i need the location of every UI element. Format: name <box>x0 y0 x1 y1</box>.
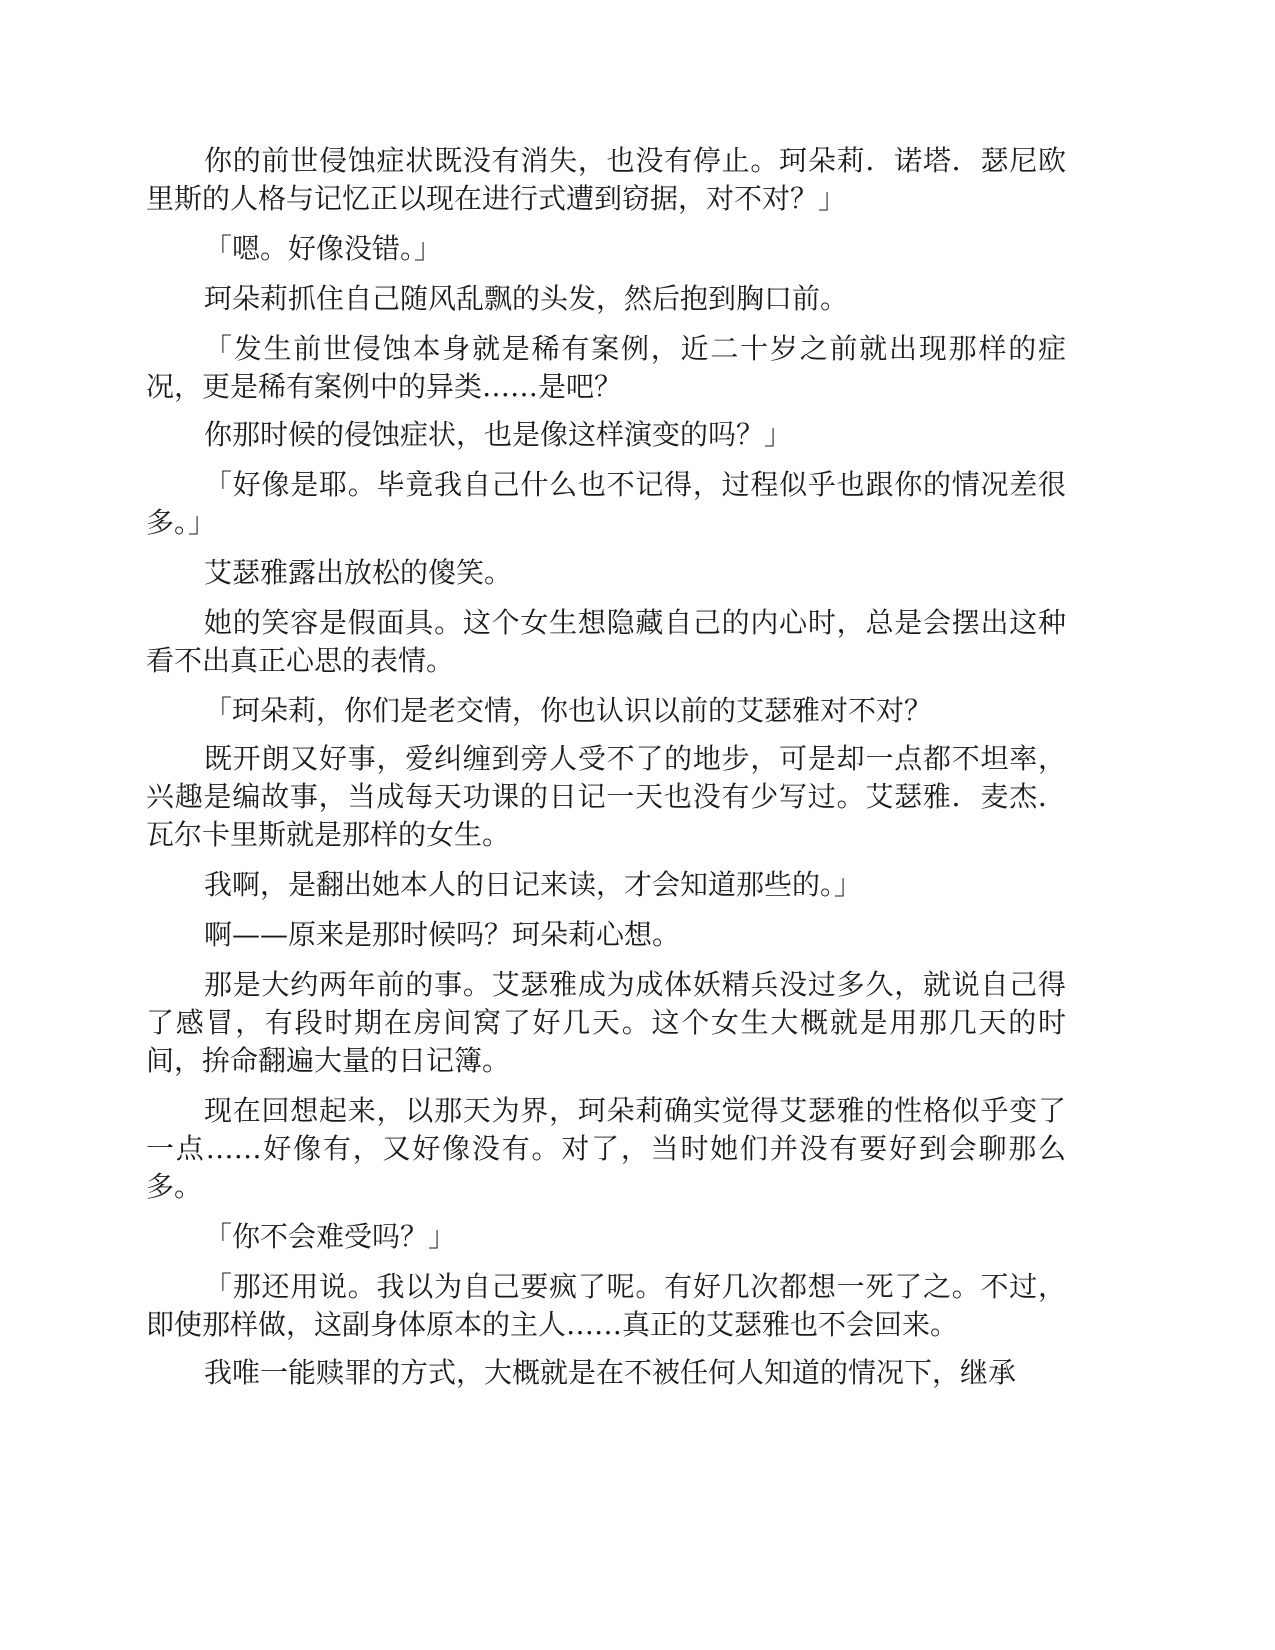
paragraph: 「你不会难受吗？」 <box>204 1220 457 1253</box>
paragraph: 珂朵莉抓住自己随风乱飘的头发，然后抱到胸口前。 <box>204 282 849 315</box>
paragraph: 既开朗又好事，爱纠缠到旁人受不了的地步，可是却一点都不坦率，兴趣是编故事，当成每天功课的日记一天也没有少写过。艾瑟雅．麦杰．瓦尔卡里斯就是那样的女生。 <box>146 742 1066 851</box>
paragraph: 你那时候的侵蚀症状，也是像这样演变的吗？」 <box>204 418 793 451</box>
paragraph: 「发生前世侵蚀本身就是稀有案例，近二十岁之前就出现那样的症况，更是稀有案例中的异类……是吧？ <box>146 332 1066 403</box>
paragraph: 她的笑容是假面具。这个女生想隐藏自己的内心时，总是会摆出这种看不出真正心思的表情。 <box>146 606 1066 677</box>
paragraph: 「嗯。好像没错。」 <box>204 232 443 265</box>
paragraph: 现在回想起来，以那天为界，珂朵莉确实觉得艾瑟雅的性格似乎变了一点……好像有，又好像没有。对了，当时她们并没有要好到会聊那么多。 <box>146 1094 1066 1203</box>
paragraph: 「那还用说。我以为自己要疯了呢。有好几次都想一死了之。不过，即使那样做，这副身体原本的主人……真正的艾瑟雅也不会回来。 <box>146 1270 1066 1341</box>
paragraph: 我啊，是翻出她本人的日记来读，才会知道那些的。」 <box>204 868 863 901</box>
paragraph: 那是大约两年前的事。艾瑟雅成为成体妖精兵没过多久，就说自己得了感冒，有段时期在房间窝了好几天。这个女生大概就是用那几天的时间，拚命翻遍大量的日记簿。 <box>146 968 1066 1077</box>
paragraph: 我唯一能赎罪的方式，大概就是在不被任何人知道的情况下，继承 <box>204 1356 1017 1389</box>
paragraph: 「好像是耶。毕竟我自己什么也不记得，过程似乎也跟你的情况差很多。」 <box>146 468 1066 539</box>
paragraph: 「珂朵莉，你们是老交情，你也认识以前的艾瑟雅对不对？ <box>204 694 933 727</box>
paragraph: 你的前世侵蚀症状既没有消失，也没有停止。珂朵莉．诺塔．瑟尼欧里斯的人格与记忆正以现在进行式遭到窃据，对不对？」 <box>146 144 1066 215</box>
paragraph: 啊——原来是那时候吗？珂朵莉心想。 <box>204 918 681 951</box>
paragraph: 艾瑟雅露出放松的傻笑。 <box>204 556 513 589</box>
document-page <box>146 142 1066 1404</box>
